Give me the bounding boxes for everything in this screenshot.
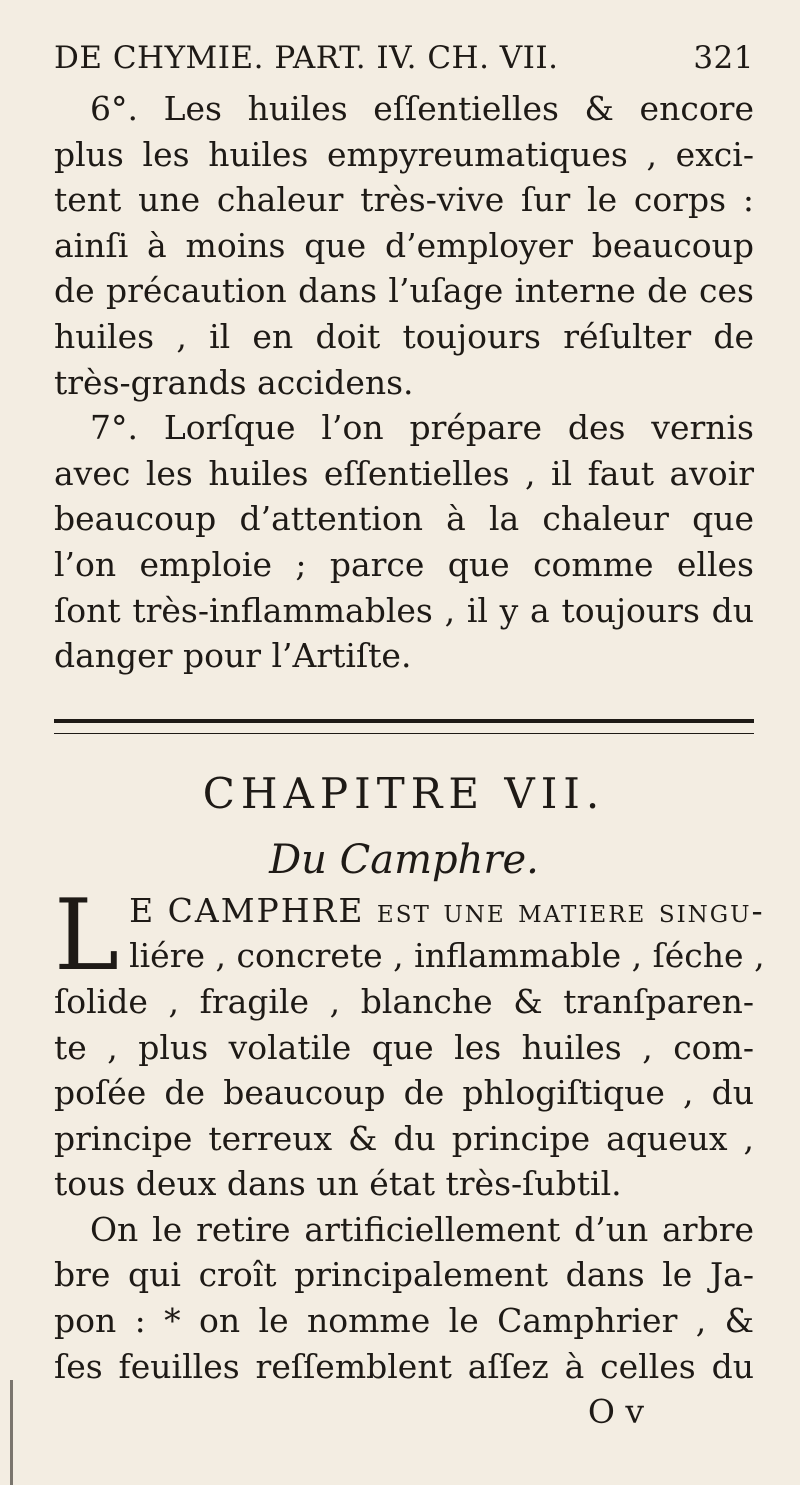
text-line: beaucoup d’attention à la chaleur que [54, 499, 754, 539]
text-line: pon : * on le nomme le Camphrier , & [54, 1301, 754, 1341]
text-line: liére , concrete , inflammable , ſéche , [129, 936, 765, 976]
paragraph-6 [54, 86, 754, 405]
page-number: 321 [693, 40, 754, 76]
text-line: huiles , il en doit toujours réſulter de [54, 316, 754, 356]
text-line: de précaution dans l’uſage interne de ces [54, 271, 754, 311]
text-line: plus les huiles empyreumatiques , exci- [54, 134, 754, 174]
text-line: ſes feuilles reſſemblent aſſez à celles du [54, 1346, 754, 1386]
text-line: ſolide , fragile , blanche & tranſparen- [54, 981, 754, 1021]
drop-cap: L [54, 878, 120, 993]
text-line: te , plus volatile que les huiles , com- [54, 1027, 754, 1067]
text-line: E CAMPHRE eſt une matiere ſingu- [129, 890, 765, 930]
text-line: tous deux dans un état très-ſubtil. [54, 1164, 622, 1204]
text-line: l’on emploie ; parce que comme elles [54, 544, 754, 584]
text-line: très-grands accidens. [54, 362, 414, 402]
text-line: avec les huiles eſſentielles , il faut avoir [54, 453, 754, 493]
running-head-title: DE CHYMIE. PART. IV. CH. VII. [54, 40, 559, 76]
chapter-title: CHAPITRE VII. [202, 768, 606, 818]
signature-mark: O v [587, 1392, 644, 1432]
section-divider [54, 719, 754, 734]
chapter-subtitle: Du Camphre. [269, 836, 539, 883]
margin-rule [10, 1380, 13, 1485]
text-line: danger pour l’Artiſte. [54, 636, 412, 676]
paragraph-arbre [54, 1207, 754, 1389]
text-line: On le retire artificiellement d’un arbre [90, 1209, 754, 1249]
text-line: ſont très-inflammables , il y a toujours du [54, 590, 754, 630]
text-line: tent une chaleur très-vive ſur le corps : [54, 180, 754, 220]
text-line: poſée de beaucoup de phlogiſtique , du [54, 1073, 754, 1113]
running-head [54, 40, 754, 86]
text-line: ainſi à moins que d’employer beaucoup [54, 225, 754, 265]
paragraph-camphre [54, 878, 765, 1207]
book-page [54, 40, 765, 1434]
paragraph-7 [54, 405, 754, 679]
text-line: 7°. Lorſque l’on prépare des vernis [90, 408, 754, 448]
text-line: 6°. Les huiles eſſentielles & encore [90, 89, 754, 128]
text-line: bre qui croît principalement dans le Ja- [54, 1255, 754, 1295]
text-line: principe terreux & du principe aqueux , [54, 1118, 754, 1158]
